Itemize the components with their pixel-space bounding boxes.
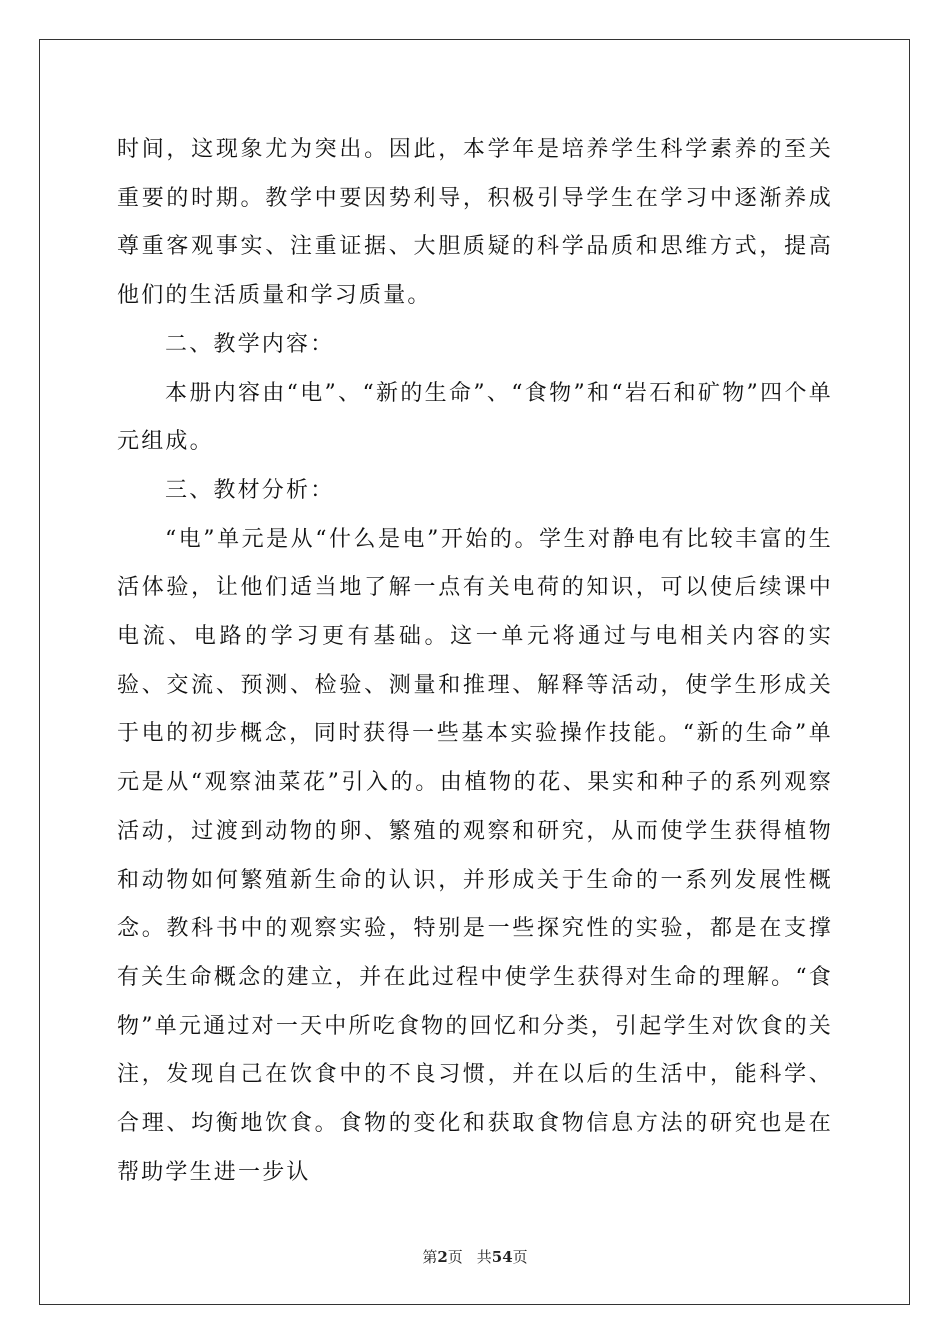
document-body [117,126,833,1197]
page-footer [0,1246,950,1267]
section-heading-teaching-content: 二、教学内容： [165,331,335,357]
section-heading-textbook-analysis: 三、教材分析： [165,477,335,503]
total-suffix: 页 [512,1248,528,1266]
paragraph-analysis: “电”单元是从“什么是电”开始的。学生对静电有比较丰富的生活体验，让他们适当地了解一点有关电荷的知识，可以使后续课中电流、电路的学习更有基础。这一单元将通过与电相关内容的实验、交流、预测、检验、测量和推理、解释等活动，使学生形成关于电的初步概念，同时获得一些基本实验操作技能。“新的生命”单元是从“观察油菜花”引入的。由植物的花、果实和种子的系列观察活动，过渡到动物的卵、繁殖的观察和研究，从而使学生获得植物和动物如何繁殖新生命的认识，并形成关于生命的一系列发展性概念。教科书中的观察实验，特别是一些探究性的实验，都是在支撑有关生命概念的建立，并在此过程中使学生获得对生命的理解。“食物”单元通过对一天中所吃食物的回忆和分类，引起学生对饮食的关注，发现自己在饮食中的不良习惯，并在以后的生活中，能科学、合理、均衡地饮食。食物的变化和获取食物信息方法的研究也是在帮助学生进一步认 [117,526,833,1185]
page-current: 2 [437,1248,448,1266]
page-suffix: 页 [447,1248,463,1266]
paragraph-1: 时间，这现象尤为突出。因此，本学年是培养学生科学素养的至关重要的时期。教学中要因势利导，积极引导学生在学习中逐渐养成尊重客观事实、注重证据、大胆质疑的科学品质和思维方式，提高他们的生活质量和学习质量。 [117,137,833,309]
paragraph-units: 本册内容由“电”、“新的生命”、“食物”和“岩石和矿物”四个单元组成。 [117,380,833,455]
total-prefix: 共 [476,1248,492,1266]
page-prefix: 第 [422,1248,438,1266]
page-total: 54 [491,1248,513,1266]
